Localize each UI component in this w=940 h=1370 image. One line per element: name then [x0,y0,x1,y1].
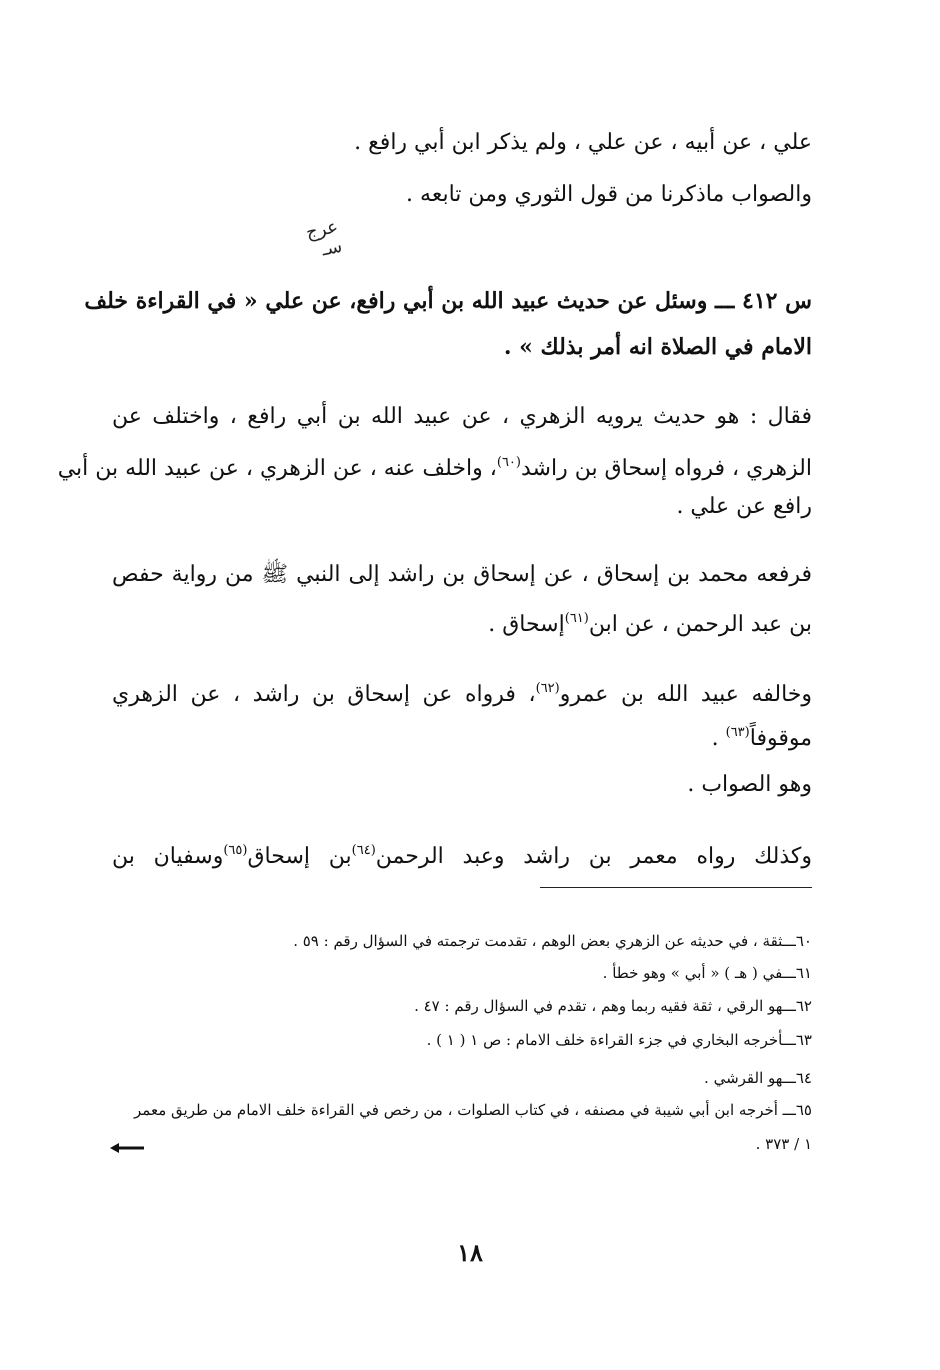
text-line: فرفعه محمد بن إسحاق ، عن إسحاق بن راشد إلى النبي ﷺ من رواية حفص [112,562,812,587]
text-line [112,718,812,754]
footnote-ref: (٦٢) [535,681,560,696]
footnote: ٦٣ـــأخرجه البخاري في جزء القراءة خلف الامام : ص ١ ( ١ ) . [426,1031,812,1049]
text-line: فقال : هو حديث يرويه الزهري ، عن عبيد الله بن أبي رافع ، واختلف عن [112,404,812,429]
question-text: وسئل عن حديث عبيد الله بن أبي رافع، عن علي « في القراءة خلف [84,288,708,314]
text-span: بن إسحاق [247,844,352,869]
text-span: الزهري ، فرواه إسحاق بن راشد [520,456,812,481]
question-text-line: الامام في الصلاة انه أمر بذلك » . [503,334,812,360]
footnote-ref: (٦٠) [496,455,521,470]
text-line: وهو الصواب . [687,772,812,797]
text-span: موقوفاً [749,726,812,751]
text-line: رافع عن علي . [676,494,812,519]
text-line: علي ، عن أبيه ، عن علي ، ولم يذكر ابن أبي رافع . [354,130,812,155]
text-span: بن عبد الرحمن ، عن ابن [588,612,812,637]
text-span: وسفيان بن [112,844,224,869]
footnote: ٦٥ـــ أخرجه ابن أبي شيبة في مصنفه ، في كتاب الصلوات ، من رخص في القراءة خلف الامام من طريق معمر [134,1101,812,1119]
text-line [57,448,812,484]
text-line [112,674,812,710]
text-span: ، واخلف عنه ، عن الزهري ، عن عبيد الله بن أبي [57,456,497,481]
text-span: . [711,726,726,751]
footnote-ref: (٦٥) [223,843,248,858]
footnote: ٦١ـــفي ( هـ ) « أبي » وهو خطأ . [602,964,812,982]
text-span: إسحاق . [488,612,565,637]
page-number: ١٨ [457,1238,483,1267]
footnote: ٦٤ـــهو القرشي . [704,1069,812,1087]
footnote-ref: (٦٣) [725,725,750,740]
footnote: ٦٢ـــهو الرقي ، ثقة فقيه ربما وهم ، تقدم في السؤال رقم : ٤٧ . [414,997,812,1015]
question-number: س ٤١٢ ـــ [715,288,812,314]
arrow-left-icon [110,1142,144,1154]
footnote-separator [540,887,812,888]
footnote-continuation: ١ / ٣٧٣ . [755,1135,812,1153]
text-line: والصواب ماذكرنا من قول الثوري ومن تابعه . [406,182,812,207]
text-line [112,604,812,640]
margin-note-text: عرج [303,216,340,244]
footnote-ref: (٦٤) [351,843,376,858]
text-line [112,836,812,872]
text-span: وكذلك رواه معمر بن راشد وعبد الرحمن [375,844,812,869]
footnote-ref: (٦١) [564,611,589,626]
handwritten-margin-note [304,217,344,263]
footnote: ٦٠ـــثقة ، في حديثه عن الزهري بعض الوهم ، تقدمت ترجمته في السؤال رقم : ٥٩ . [293,932,812,950]
text-span: وخالفه عبيد الله بن عمرو [559,682,812,707]
text-span: ، فرواه عن إسحاق بن راشد ، عن الزهري [112,682,536,707]
question-heading [84,286,812,316]
margin-note-text: سـ [319,235,345,261]
